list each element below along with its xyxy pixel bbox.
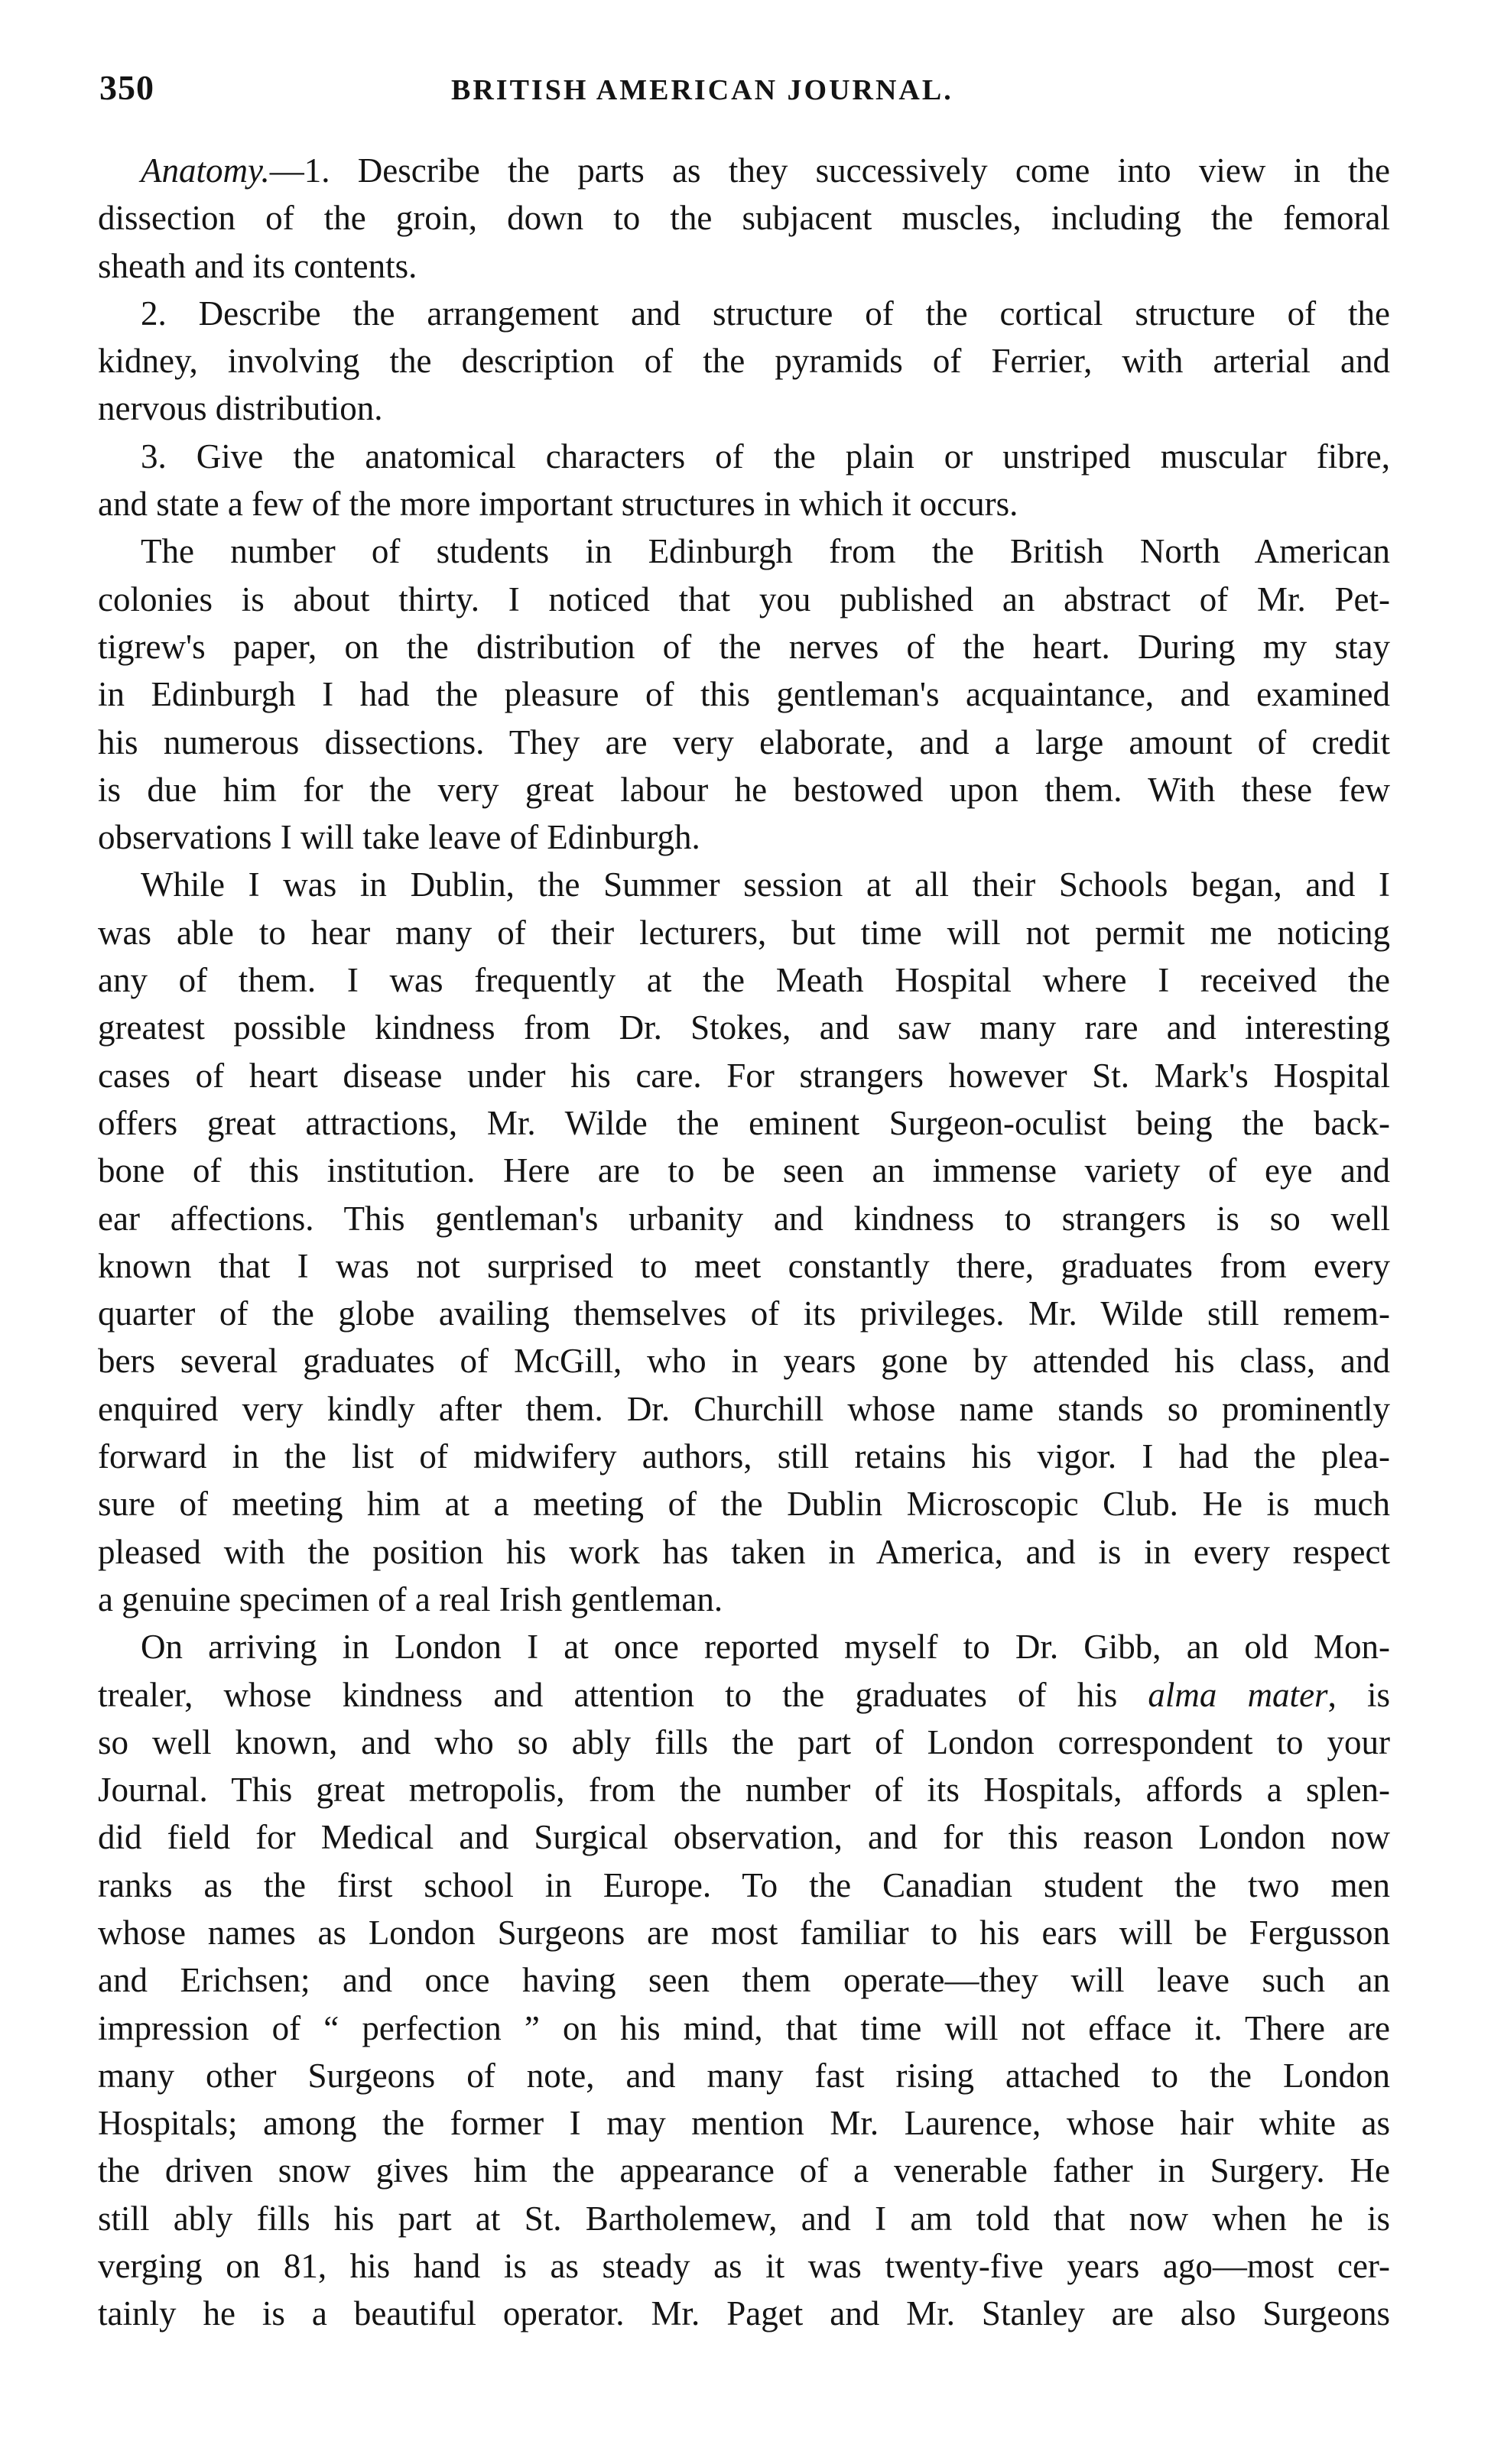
text-segment: and Erichsen; and once having seen them operate—they will leave such an — [98, 1961, 1390, 2000]
text-segment: the driven snow gives him the appearance of a venerable father in Surgery. He — [98, 2151, 1390, 2190]
text-line — [98, 2052, 1390, 2099]
text-segment: trealer, whose kindness and attention to the graduates of his — [98, 1675, 1148, 1714]
text-segment: still ably fills his part at St. Bartholemew, and I am told that now when he is — [98, 2199, 1390, 2238]
text-line — [98, 576, 1390, 623]
text-segment: tainly he is a beautiful operator. Mr. Paget and Mr. Stanley are also Surgeons — [98, 2294, 1390, 2333]
text-segment: 2. Describe the arrangement and structure of the cortical structure of the — [141, 294, 1390, 333]
text-line — [98, 956, 1390, 1004]
running-head: BRITISH AMERICAN JOURNAL. — [451, 74, 953, 106]
text-segment: was able to hear many of their lecturers, but time will not permit me noticing — [98, 913, 1390, 952]
text-segment: sure of meeting him at a meeting of the Dublin Microscopic Club. He is much — [98, 1485, 1390, 1524]
text-line — [98, 1290, 1390, 1337]
text-line — [98, 1813, 1390, 1861]
text-line — [98, 1956, 1390, 2004]
text-line — [98, 1195, 1390, 1242]
text-segment: While I was in Dublin, the Summer session at all their Schools began, and I — [141, 865, 1390, 904]
text-segment: is due him for the very great labour he bestowed upon them. With these few — [98, 770, 1390, 809]
text-line — [98, 2147, 1390, 2194]
text-line — [98, 1480, 1390, 1527]
text-line — [98, 337, 1390, 385]
text-segment: impression of “ perfection ” on his mind, that time will not efface it. There are — [98, 2008, 1390, 2047]
text-segment: many other Surgeons of note, and many fast rising attached to the London — [98, 2056, 1390, 2095]
text-segment: ranks as the first school in Europe. To the Canadian student the two men — [98, 1865, 1390, 1904]
text-line — [98, 670, 1390, 718]
text-segment: —1. Describe the parts as they successively come into view in the — [269, 151, 1390, 190]
text-segment: his numerous dissections. They are very elaborate, and a large amount of credit — [98, 722, 1390, 761]
text-line — [98, 1337, 1390, 1385]
text-line — [98, 2099, 1390, 2147]
italic-text: alma mater — [1148, 1675, 1328, 1714]
page-number: 350 — [99, 68, 154, 107]
body-text — [98, 147, 1390, 2338]
text-line — [98, 766, 1390, 813]
text-segment: kidney, involving the description of the pyramids of Ferrier, with arterial and — [98, 342, 1390, 381]
text-line — [98, 1004, 1390, 1051]
text-segment: The number of students in Edinburgh from the British North American — [141, 532, 1390, 571]
text-line — [98, 1528, 1390, 1576]
text-segment: 3. Give the anatomical characters of the plain or unstriped muscular fibre, — [141, 437, 1390, 476]
text-line — [98, 1052, 1390, 1099]
text-line — [98, 1385, 1390, 1433]
text-segment: did field for Medical and Surgical observation, and for this reason London now — [98, 1818, 1390, 1857]
text-segment: Journal. This great metropolis, from the number of its Hospitals, affords a splen- — [98, 1771, 1390, 1810]
text-line — [98, 147, 1390, 194]
text-line — [98, 2195, 1390, 2242]
text-segment: sheath and its contents. — [98, 246, 417, 285]
text-line — [98, 813, 1390, 861]
text-segment: nervous distribution. — [98, 389, 383, 428]
text-segment: known that I was not surprised to meet constantly there, graduates from every — [98, 1246, 1390, 1285]
italic-text: Anatomy. — [141, 151, 270, 190]
text-line — [98, 194, 1390, 242]
text-line — [98, 1242, 1390, 1290]
text-line — [98, 2242, 1390, 2290]
text-segment: bers several graduates of McGill, who in years gone by attended his class, and — [98, 1342, 1390, 1381]
text-segment: dissection of the groin, down to the subjacent muscles, including the femoral — [98, 199, 1390, 238]
text-line — [98, 433, 1390, 480]
text-segment: greatest possible kindness from Dr. Stokes, and saw many rare and interesting — [98, 1008, 1390, 1047]
text-segment: forward in the list of midwifery authors, still retains his vigor. I had the plea- — [98, 1437, 1390, 1476]
text-segment: enquired very kindly after them. Dr. Churchill whose name stands so prominently — [98, 1389, 1390, 1428]
text-segment: cases of heart disease under his care. For strangers however St. Mark's Hospital — [98, 1056, 1390, 1095]
text-line — [98, 385, 1390, 432]
text-line — [98, 1433, 1390, 1480]
text-line — [98, 1623, 1390, 1670]
page-header — [99, 67, 1392, 116]
text-segment: ear affections. This gentleman's urbanity and kindness to strangers is so well — [98, 1199, 1390, 1238]
text-line — [98, 1099, 1390, 1147]
text-segment: in Edinburgh I had the pleasure of this gentleman's acquaintance, and examined — [98, 675, 1390, 714]
text-segment: On arriving in London I at once reported myself to Dr. Gibb, an old Mon- — [141, 1628, 1390, 1667]
text-segment: bone of this institution. Here are to be seen an immense variety of eye and — [98, 1151, 1390, 1190]
text-segment: pleased with the position his work has taken in America, and is in every respect — [98, 1532, 1390, 1571]
text-line — [98, 480, 1390, 528]
text-segment: quarter of the globe availing themselves of its privileges. Mr. Wilde still remem- — [98, 1294, 1390, 1333]
text-segment: colonies is about thirty. I noticed that you published an abstract of Mr. Pet- — [98, 579, 1390, 618]
text-line — [98, 909, 1390, 956]
text-segment: verging on 81, his hand is as steady as it was twenty-five years ago—most cer- — [98, 2247, 1390, 2286]
text-segment: so well known, and who so ably fills the part of London correspondent to your — [98, 1722, 1390, 1761]
text-line — [98, 1862, 1390, 1909]
text-line — [98, 1909, 1390, 1956]
text-line — [98, 1147, 1390, 1194]
text-line — [98, 1671, 1390, 1719]
text-segment: offers great attractions, Mr. Wilde the eminent Surgeon-oculist being the back- — [98, 1103, 1390, 1142]
text-segment: , is — [1327, 1675, 1391, 1714]
text-segment: Hospitals; among the former I may mention Mr. Laurence, whose hair white as — [98, 2104, 1390, 2143]
text-segment: a genuine specimen of a real Irish gentleman. — [98, 1579, 723, 1618]
text-segment: and state a few of the more important structures in which it occurs. — [98, 485, 1018, 524]
text-line — [98, 528, 1390, 575]
text-segment: any of them. I was frequently at the Meath Hospital where I received the — [98, 961, 1390, 1000]
text-line — [98, 623, 1390, 670]
text-line — [98, 1766, 1390, 1813]
text-line — [98, 2005, 1390, 2052]
text-line — [98, 1719, 1390, 1766]
text-segment: observations I will take leave of Edinburgh. — [98, 818, 700, 857]
text-line — [98, 719, 1390, 766]
text-line — [98, 290, 1390, 337]
text-line — [98, 861, 1390, 908]
text-line — [98, 1576, 1390, 1623]
text-line — [98, 242, 1390, 290]
text-line — [98, 2290, 1390, 2337]
text-segment: whose names as London Surgeons are most familiar to his ears will be Fergusson — [98, 1913, 1390, 1952]
text-segment: tigrew's paper, on the distribution of the nerves of the heart. During my stay — [98, 627, 1390, 666]
